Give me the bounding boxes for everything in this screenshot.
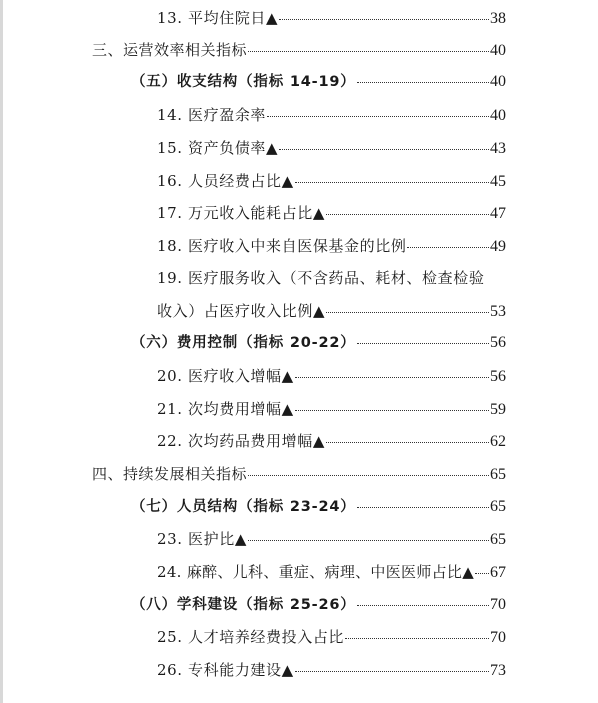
toc-entry-label: 21. 次均费用增幅▲ [157, 400, 294, 418]
toc-entry-24[interactable] [157, 559, 506, 585]
toc-entry-label: 17. 万元收入能耗占比▲ [157, 204, 325, 222]
toc-entry-label: 19. 医疗服务收入（不含药品、耗材、检查检验 [157, 269, 485, 287]
toc-entry-16[interactable] [157, 168, 506, 194]
dot-leader [407, 247, 489, 248]
page-edge [0, 0, 3, 703]
dot-leader [267, 116, 489, 117]
toc-entry-19-line2[interactable] [157, 298, 506, 324]
toc-subsection-label: （八）学科建设（指标 25-26） [131, 597, 356, 613]
dot-leader [248, 51, 489, 52]
toc-page-number: 65 [490, 498, 506, 515]
dot-leader [295, 377, 489, 378]
toc-page-number: 49 [490, 238, 506, 255]
dot-leader [475, 573, 489, 574]
toc-entry-label: 15. 资产负债率▲ [157, 139, 279, 157]
toc-page-number: 53 [490, 303, 506, 320]
toc-entry-22[interactable] [157, 428, 506, 454]
toc-page-number: 70 [490, 629, 506, 646]
toc-page-number: 56 [490, 334, 506, 351]
toc-entry-label: 24. 麻醉、儿科、重症、病理、中医医师占比▲ [157, 563, 475, 581]
toc-entry-13[interactable] [157, 5, 506, 31]
toc-entry-label: 23. 医护比▲ [157, 530, 247, 548]
dot-leader [248, 475, 489, 476]
dot-leader [295, 671, 489, 672]
toc-subsection-label: （六）费用控制（指标 20-22） [131, 335, 356, 351]
dot-leader [357, 605, 489, 606]
dot-leader [295, 182, 489, 183]
dot-leader [357, 343, 489, 344]
toc-entry-20[interactable] [157, 363, 506, 389]
toc-page-number: 59 [490, 401, 506, 418]
toc-entry-label: 16. 人员经费占比▲ [157, 172, 294, 190]
toc-page-number: 43 [490, 140, 506, 157]
toc-entry-label: 18. 医疗收入中来自医保基金的比例 [157, 237, 407, 255]
toc-entry-23[interactable] [157, 526, 506, 552]
toc-page-number: 56 [490, 368, 506, 385]
toc-subsection-label: （七）人员结构（指标 23-24） [131, 499, 356, 515]
toc-section-4[interactable] [92, 461, 506, 487]
toc-entry-label: 20. 医疗收入增幅▲ [157, 367, 294, 385]
dot-leader [326, 214, 489, 215]
dot-leader [295, 410, 489, 411]
toc-entry-26[interactable] [157, 657, 506, 683]
toc-page-number: 65 [490, 531, 506, 548]
toc-page-number: 65 [490, 466, 506, 483]
toc-page-number: 40 [490, 73, 506, 90]
toc-page-number: 45 [490, 173, 506, 190]
toc-subsection-label: （五）收支结构（指标 14-19） [131, 74, 356, 90]
toc-subsection-8[interactable] [131, 592, 506, 618]
toc-entry-label: 13. 平均住院日▲ [157, 9, 279, 27]
dot-leader [326, 442, 489, 443]
toc-entry-label: 14. 医疗盈余率 [157, 106, 267, 124]
toc-page-number: 67 [490, 564, 506, 581]
toc-page-number: 40 [490, 107, 506, 124]
dot-leader [357, 507, 489, 508]
toc-page-number: 47 [490, 205, 506, 222]
dot-leader [326, 312, 489, 313]
dot-leader [357, 82, 489, 83]
toc-page-number: 38 [490, 10, 506, 27]
toc-section-label: 三、运营效率相关指标 [92, 41, 248, 59]
toc-entry-19-line1[interactable] [157, 265, 484, 291]
toc-entry-label: 25. 人才培养经费投入占比 [157, 628, 345, 646]
toc-entry-14[interactable] [157, 102, 506, 128]
toc-subsection-6[interactable] [131, 330, 506, 356]
toc-section-3[interactable] [92, 37, 506, 63]
dot-leader [279, 149, 489, 150]
dot-leader [279, 19, 489, 20]
toc-page-number: 40 [490, 42, 506, 59]
toc-section-label: 四、持续发展相关指标 [92, 465, 248, 483]
dot-leader [345, 638, 489, 639]
toc-subsection-7[interactable] [131, 494, 506, 520]
toc-entry-label: 22. 次均药品费用增幅▲ [157, 432, 325, 450]
toc-entry-15[interactable] [157, 135, 506, 161]
toc-entry-18[interactable] [157, 233, 506, 259]
toc-entry-label: 收入）占医疗收入比例▲ [157, 302, 326, 320]
dot-leader [248, 540, 489, 541]
toc-page-number: 73 [490, 662, 506, 679]
toc-entry-17[interactable] [157, 200, 506, 226]
toc-entry-21[interactable] [157, 396, 506, 422]
toc-page-number: 70 [490, 596, 506, 613]
toc-entry-label: 26. 专科能力建设▲ [157, 661, 294, 679]
toc-page-number: 62 [490, 433, 506, 450]
toc-entry-25[interactable] [157, 624, 506, 650]
toc-subsection-5[interactable] [131, 69, 506, 95]
